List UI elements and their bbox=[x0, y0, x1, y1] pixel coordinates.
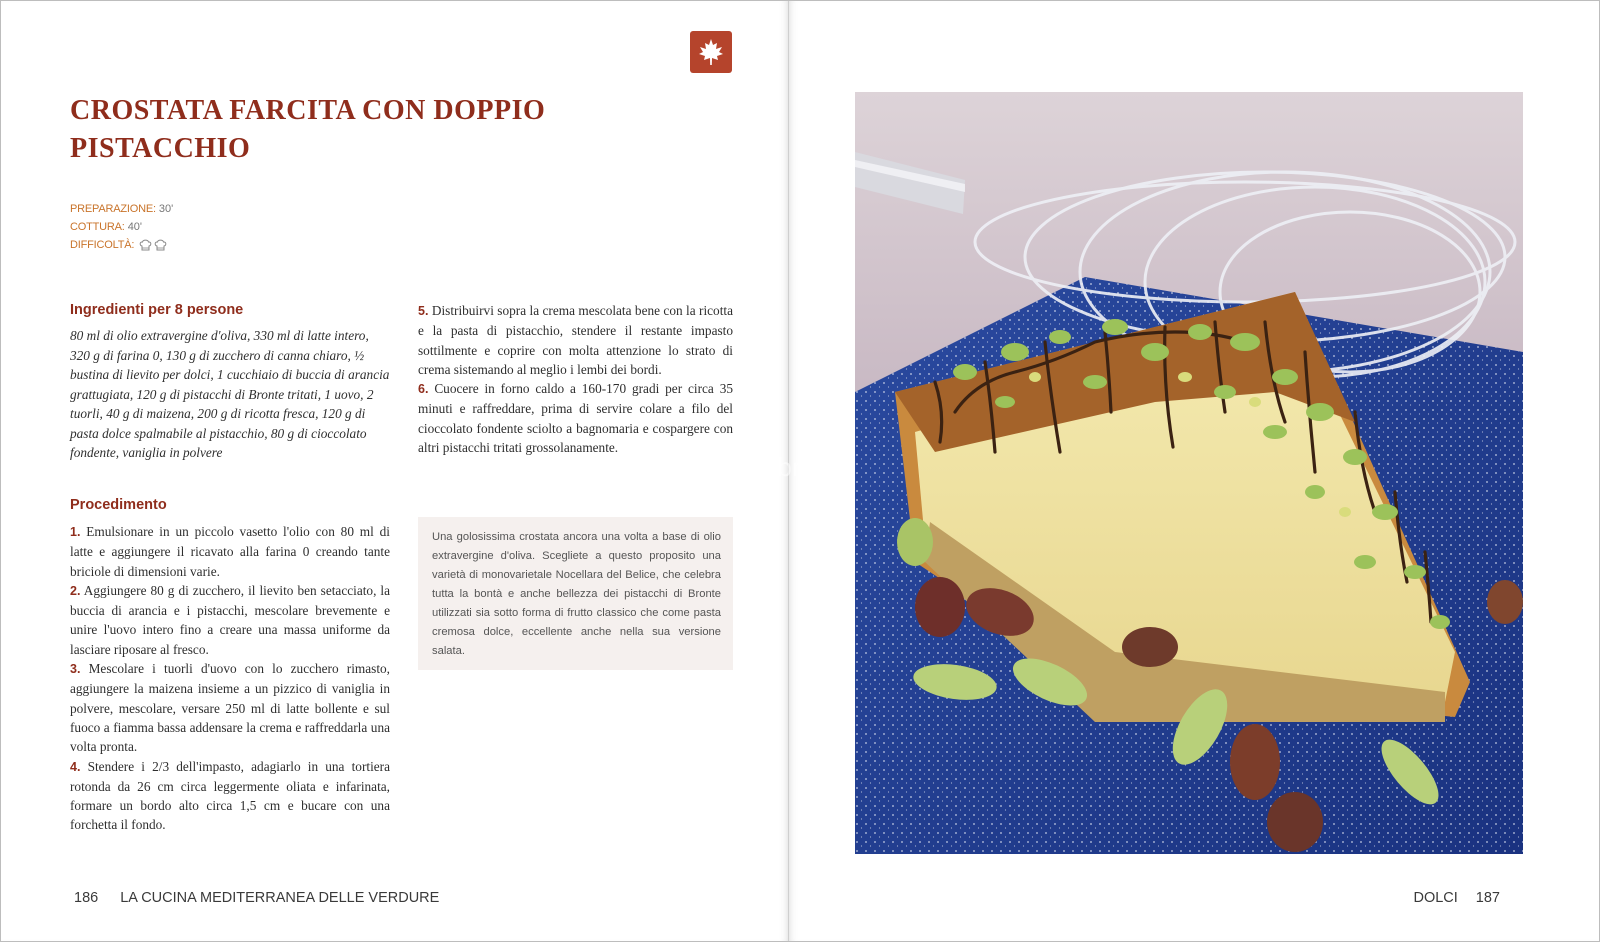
ingredients-heading: Ingredienti per 8 persone bbox=[70, 302, 244, 318]
difficulty-hats bbox=[137, 239, 167, 251]
recipe-title: CROSTATA FARCITA CON DOPPIO PISTACCHIO bbox=[70, 95, 546, 164]
cooking-label: COTTURA: bbox=[70, 221, 125, 233]
steps-column-right bbox=[418, 301, 733, 457]
procedure-heading: Procedimento bbox=[70, 497, 167, 513]
preparation-label: PREPARAZIONE: bbox=[70, 203, 156, 215]
step-2: 2. Aggiungere 80 g di zucchero, il lievito ben setacciato, la buccia di arancia e i pistacchi, mescolare brevemente e unire l'uovo intero fino a creare una massa uniforme da lasciare riposare al fresco. bbox=[70, 582, 391, 657]
recipe-photo bbox=[855, 92, 1523, 854]
running-title: LA CUCINA MEDITERRANEA DELLE VERDURE bbox=[120, 890, 440, 906]
footer-right bbox=[1413, 890, 1500, 906]
step-5: 5. Distribuirvi sopra la crema mescolata bene con la ricotta e la pasta di pistacchio, stendere il restante impasto sottilmente e coprire con molta attenzione lo strato di crema sistemando al meglio i lembi dei bordi. bbox=[418, 303, 733, 377]
footer-left bbox=[74, 890, 457, 906]
steps-column-left bbox=[70, 522, 390, 835]
recipe-meta bbox=[70, 200, 173, 254]
difficulty-label: DIFFICOLTÀ: bbox=[70, 239, 135, 251]
cooking-value: 40' bbox=[127, 221, 143, 233]
difficulty bbox=[70, 236, 173, 254]
preparation-time bbox=[70, 200, 173, 218]
step-1: 1. Emulsionare in un piccolo vasetto l'olio con 80 ml di latte e aggiungere il ricavato alla farina 0 creando tante briciole di dimensioni varie. bbox=[70, 524, 390, 579]
left-page bbox=[0, 0, 789, 942]
step-4: 4. Stendere i 2/3 dell'impasto, adagiarlo in una tortiera rotonda da 26 cm circa leggermente oliata e infarinata, formare un bordo alto circa 1,5 cm e bucare con una forchetta il fondo. bbox=[70, 758, 391, 833]
preparation-value: 30' bbox=[158, 203, 174, 215]
maple-leaf-icon bbox=[690, 31, 732, 73]
page-number-right: 187 bbox=[1475, 890, 1500, 906]
page-number-left: 186 bbox=[74, 890, 99, 906]
watermark-text: macrolibrarsi bbox=[690, 452, 846, 482]
chef-hat-icon bbox=[154, 239, 167, 251]
section-name: DOLCI bbox=[1413, 890, 1458, 906]
recipe-note: Una golosissima crostata ancora una volta a base di olio extravergine d'oliva. Scegliete a questo proposito una varietà di monovarietale Nocellara del Belice, che celebra tutta la bontà e anche bellezza dei pistacchi di Bronte utilizzati sia sotto forma di frutto classico che come pasta cremosa dolce, eccellente anche nella sua versione salata. bbox=[418, 517, 733, 670]
step-6: 6. Cuocere in forno caldo a 160-170 gradi per circa 35 minuti e raffreddare, prima di servire colare a filo del cioccolato fondente sciolto a bagnomaria e cospargere con altri pistacchi tritati grossolanamente. bbox=[418, 381, 733, 456]
chef-hat-icon bbox=[139, 239, 152, 251]
ingredients-text: 80 ml di olio extravergine d'oliva, 330 ml di latte intero, 320 g di farina 0, 130 g di zucchero di canna chiaro, ½ bustina di lievito per dolci, 1 cucchiaio di buccia di arancia grattugiata, 120 g di pistacchi di Bronte tritati, 1 uovo, 2 tuorli, 40 g di maizena, 200 g di ricotta fresca, 120 g di pasta dolce spalmabile al pistacchio, 80 g di cioccolato fondente, vaniglia in polvere bbox=[70, 328, 390, 460]
cooking-time bbox=[70, 218, 173, 236]
step-3: 3. Mescolare i tuorli d'uovo con lo zucchero rimasto, aggiungere la maizena insieme a un pizzico di vaniglia in polvere, mescolare, versare 250 ml di latte bollente e sul fuoco a fiamma bassa addensare la crema e raffreddarla una volta pronta. bbox=[70, 661, 391, 755]
